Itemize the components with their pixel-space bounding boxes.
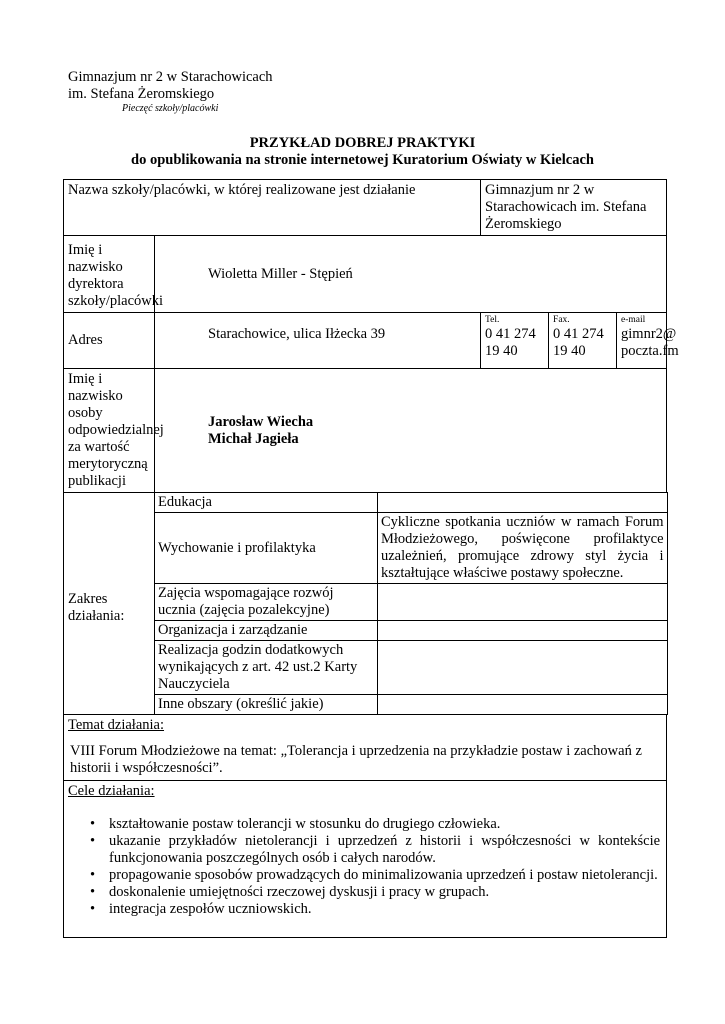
practice-form-table bbox=[63, 179, 679, 938]
fax-label: Fax. bbox=[553, 315, 570, 325]
scope-row-label: Edukacja bbox=[155, 493, 378, 513]
bullet-icon: • bbox=[90, 867, 96, 883]
stamp-label: Pieczęć szkoły/placówki bbox=[122, 103, 219, 114]
bullet-icon: • bbox=[90, 816, 96, 832]
scope-label: Zakres działania: bbox=[68, 590, 125, 624]
school-name-line1: Gimnazjum nr 2 w Starachowicach bbox=[68, 69, 273, 85]
scope-row bbox=[155, 513, 668, 584]
scope-row-label: Zajęcia wspomagające rozwój ucznia (zajęcia pozalekcyjne) bbox=[155, 584, 378, 621]
scope-row bbox=[155, 621, 668, 641]
bullet-icon: • bbox=[90, 833, 96, 849]
topic-value: VIII Forum Młodzieżowe na temat: „Tolerancja i uprzedzenia na przykładzie postaw i zachowań z historii i współczesności”. bbox=[70, 743, 642, 776]
topic-label: Temat działania: bbox=[68, 717, 165, 733]
scope-row bbox=[155, 493, 668, 513]
bullet-icon: • bbox=[90, 884, 96, 900]
scope-row bbox=[155, 584, 668, 621]
scope-row-value bbox=[378, 641, 668, 695]
row-scope bbox=[64, 493, 667, 715]
school-value: Gimnazjum nr 2 w Starachowicach im. Stefana Żeromskiego bbox=[485, 182, 647, 232]
email-value: gimnr2@ poczta.fm bbox=[621, 326, 679, 359]
school-label: Nazwa szkoły/placówki, w której realizowane jest działanie bbox=[68, 182, 416, 198]
responsible-person-2: Michał Jagieła bbox=[208, 430, 299, 447]
row-responsible bbox=[64, 369, 667, 493]
fax-value: 0 41 274 19 40 bbox=[553, 326, 604, 359]
doc-title: PRZYKŁAD DOBREJ PRAKTYKI bbox=[249, 135, 476, 151]
responsible-person-1: Jarosław Wiecha bbox=[208, 413, 314, 430]
goal-item: • propagowanie sposobów prowadzących do minimalizowania uprzedzeń i postaw nietolerancji. bbox=[90, 867, 658, 883]
address-label: Adres bbox=[68, 332, 103, 348]
row-school bbox=[64, 180, 667, 236]
scope-row-label: Inne obszary (określić jakie) bbox=[155, 695, 378, 715]
row-address bbox=[64, 313, 667, 369]
scope-row-label: Organizacja i zarządzanie bbox=[155, 621, 378, 641]
scope-row bbox=[155, 641, 668, 695]
bullet-icon: • bbox=[90, 901, 96, 917]
tel-value: 0 41 274 19 40 bbox=[485, 326, 536, 359]
goal-item: • ukazanie przykładów nietolerancji i uprzedzeń z historii i współczesności w kontekście funkcjonowania poszczególnych osób i całych narodów. bbox=[90, 833, 661, 866]
goal-item: • integracja zespołów uczniowskich. bbox=[90, 901, 312, 917]
goal-item: • doskonalenie umiejętności rzeczowej dyskusji i pracy w grupach. bbox=[90, 884, 490, 900]
school-name-line2: im. Stefana Żeromskiego bbox=[68, 86, 215, 102]
scope-subtable bbox=[154, 492, 668, 715]
director-value: Wioletta Miller - Stępień bbox=[208, 265, 353, 282]
row-goals bbox=[64, 781, 667, 938]
goals-label: Cele działania: bbox=[68, 783, 155, 799]
scope-row bbox=[155, 695, 668, 715]
tel-label: Tel. bbox=[485, 315, 500, 325]
scope-row-label: Wychowanie i profilaktyka bbox=[155, 513, 378, 584]
doc-subtitle: do opublikowania na stronie internetowej Kuratorium Oświaty w Kielcach bbox=[131, 152, 594, 168]
address-value: Starachowice, ulica Iłżecka 39 bbox=[208, 326, 386, 342]
director-label: Imię i nazwisko dyrektora szkoły/placówki bbox=[68, 242, 164, 309]
row-topic bbox=[64, 715, 667, 781]
goals-list bbox=[64, 816, 666, 918]
scope-row-value bbox=[378, 621, 668, 641]
email-label: e-mail bbox=[621, 315, 646, 325]
row-director bbox=[64, 236, 667, 313]
scope-row-value bbox=[378, 493, 668, 513]
scope-row-value bbox=[378, 584, 668, 621]
goal-item: • kształtowanie postaw tolerancji w stosunku do drugiego człowieka. bbox=[90, 816, 501, 832]
scope-row-value bbox=[378, 695, 668, 715]
responsible-label: Imię i nazwisko osoby odpowiedzialnej za wartość merytoryczną publikacji bbox=[68, 371, 164, 489]
scope-row-value: Cykliczne spotkania uczniów w ramach Forum Młodzieżowego, poświęcone profilaktyce uzależnień, promujące zdrowy styl życia i kształtujące właściwe postawy społeczne. bbox=[378, 513, 668, 584]
scope-row-label: Realizacja godzin dodatkowych wynikających z art. 42 ust.2 Karty Nauczyciela bbox=[155, 641, 378, 695]
